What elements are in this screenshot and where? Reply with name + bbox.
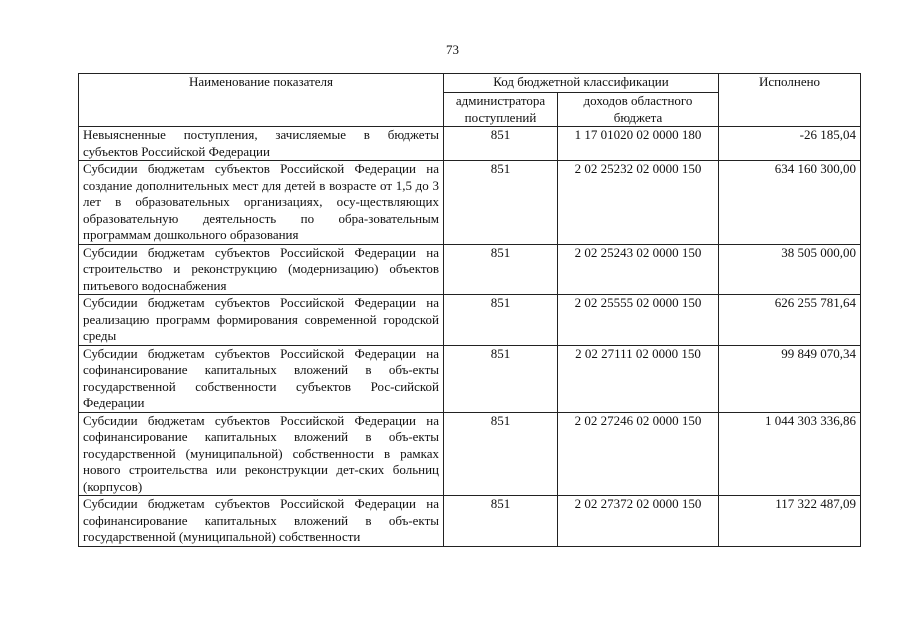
row-name-cell: Субсидии бюджетам субъектов Российской Федерации на софинансирование капитальных вложений в объ-екты государственной (муниципальной) собственности в рамках нового строительства или реконструкции дет-ских больниц (корпусов) bbox=[79, 412, 444, 496]
row-revenue-code-cell: 2 02 25243 02 0000 150 bbox=[558, 244, 719, 295]
row-amount-cell: 38 505 000,00 bbox=[719, 244, 861, 295]
header-name: Наименование показателя bbox=[79, 74, 444, 127]
table-row bbox=[79, 345, 861, 412]
row-name-cell: Субсидии бюджетам субъектов Российской Федерации на строительство и реконструкцию (модернизацию) объектов питьевого водоснабжения bbox=[79, 244, 444, 295]
row-admin-code-cell: 851 bbox=[444, 496, 558, 547]
row-admin-code-cell: 851 bbox=[444, 127, 558, 161]
row-revenue-code-cell: 1 17 01020 02 0000 180 bbox=[558, 127, 719, 161]
row-amount-cell: 634 160 300,00 bbox=[719, 161, 861, 245]
row-admin-code-cell: 851 bbox=[444, 295, 558, 346]
row-amount-cell: -26 185,04 bbox=[719, 127, 861, 161]
table-row bbox=[79, 161, 861, 245]
table-row bbox=[79, 496, 861, 547]
table-row bbox=[79, 412, 861, 496]
row-name-cell: Невыясненные поступления, зачисляемые в бюджеты субъектов Российской Федерации bbox=[79, 127, 444, 161]
row-revenue-code-cell: 2 02 27246 02 0000 150 bbox=[558, 412, 719, 496]
row-name-cell: Субсидии бюджетам субъектов Российской Федерации на реализацию программ формирования современной городской среды bbox=[79, 295, 444, 346]
row-admin-code-cell: 851 bbox=[444, 244, 558, 295]
row-amount-cell: 1 044 303 336,86 bbox=[719, 412, 861, 496]
row-revenue-code-cell: 2 02 27372 02 0000 150 bbox=[558, 496, 719, 547]
row-revenue-code-cell: 2 02 27111 02 0000 150 bbox=[558, 345, 719, 412]
row-amount-cell: 99 849 070,34 bbox=[719, 345, 861, 412]
header-code-group: Код бюджетной классификации bbox=[444, 74, 719, 93]
row-amount-cell: 626 255 781,64 bbox=[719, 295, 861, 346]
table-row bbox=[79, 295, 861, 346]
header-revenue: доходов областного бюджета bbox=[558, 93, 719, 127]
row-name-cell: Субсидии бюджетам субъектов Российской Федерации на создание дополнительных мест для детей в возрасте от 1,5 до 3 лет в образовательных организациях, осу-ществляющих образовательную деятельность по обра-зовательным программам дошкольного образования bbox=[79, 161, 444, 245]
page-number: 73 bbox=[446, 42, 459, 57]
row-revenue-code-cell: 2 02 25555 02 0000 150 bbox=[558, 295, 719, 346]
row-admin-code-cell: 851 bbox=[444, 412, 558, 496]
header-executed: Исполнено bbox=[719, 74, 861, 127]
table-row bbox=[79, 127, 861, 161]
table-header-row bbox=[79, 74, 861, 93]
header-admin: администратора поступлений bbox=[444, 93, 558, 127]
row-amount-cell: 117 322 487,09 bbox=[719, 496, 861, 547]
budget-table bbox=[78, 73, 861, 547]
row-revenue-code-cell: 2 02 25232 02 0000 150 bbox=[558, 161, 719, 245]
row-admin-code-cell: 851 bbox=[444, 161, 558, 245]
row-name-cell: Субсидии бюджетам субъектов Российской Федерации на софинансирование капитальных вложений в объ-екты государственной собственности субъектов Рос-сийской Федерации bbox=[79, 345, 444, 412]
row-name-cell: Субсидии бюджетам субъектов Российской Федерации на софинансирование капитальных вложений в объ-екты государственной (муниципальной) собственности bbox=[79, 496, 444, 547]
row-admin-code-cell: 851 bbox=[444, 345, 558, 412]
table-row bbox=[79, 244, 861, 295]
